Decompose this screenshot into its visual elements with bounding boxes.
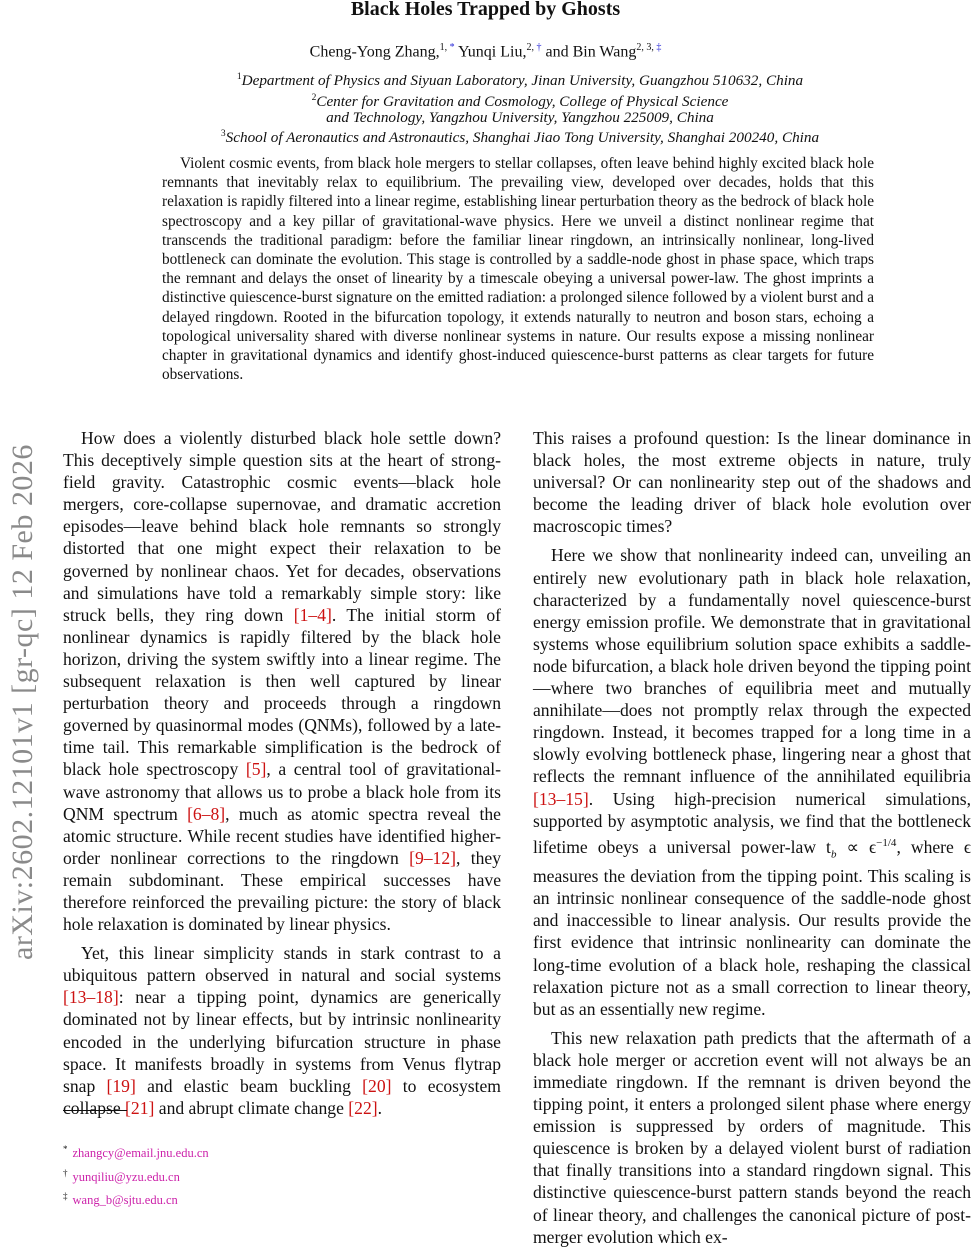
author-list <box>0 42 971 61</box>
citation-link[interactable]: [5] <box>245 759 267 780</box>
email-link[interactable]: yunqiliu@yzu.edu.cn <box>72 1169 180 1184</box>
body-text: , a central tool of gravitational-wave astronomy that allows us to probe a black hole from its QNM spectrum <box>63 759 501 824</box>
body-paragraph: This raises a profound question: Is the linear dominance in black holes, the most extreme objects in nature, truly universal? Or can nonlinearity step out of the shadows and become the leading driver of black hole evolution over macroscopic times? <box>533 428 971 537</box>
citation-link[interactable]: [9–12] <box>409 847 457 868</box>
math-superscript: −1/4 <box>876 836 897 849</box>
footnote <box>63 1187 209 1211</box>
affiliation-text: Center for Gravitation and Cosmology, College of Physical Science <box>316 93 729 111</box>
body-paragraph <box>63 427 501 935</box>
affiliation-sup: 3 <box>220 129 226 139</box>
abstract-text: Violent cosmic events, from black hole mergers to stellar collapses, often leave behind highly excited black hole remnants that inevitably relax to equilibrium. The prevailing view, developed over decades, holds that this relaxation is rapidly filtered into a linear regime, establishing linear perturbation theory as the bedrock of black hole spectroscopy and a key pillar of gravitational-wave physics. Here we unveil a distinct nonlinear regime that transcends the traditional paradigm: before the familiar linear ringdown, an intrinsically nonlinear, long-lived bottleneck can dominate the evolution. This stage is controlled by a saddle-node ghost in phase space, which traps the remnant and delays the onset of linearity by a timescale obeying a universal power-law. The ghost imprints a distinctive quiescence-burst signature on the emitted radiation: a prolonged silence followed by a violent burst and a delayed ringdown. Rooted in the bifurcation topology, it extends naturally to neutron and boson stars, echoing a topological universality shared with diverse nonlinear systems in nature. Our results expose a missing nonlinear chapter in gravitational dynamics and identify ghost-induced quiescence-burst patterns as clear targets for future observations. <box>162 155 874 384</box>
author-affil-sup: 2, 3, <box>636 42 657 53</box>
abstract <box>162 154 874 384</box>
footnote <box>63 1164 209 1188</box>
citation-link[interactable]: [6–8] <box>187 803 226 824</box>
citation-link[interactable]: [22] <box>348 1097 378 1118</box>
affiliation-text: and Technology, Yangzhou University, Yangzhou 225009, China <box>326 109 714 126</box>
citation-link[interactable]: [13–15] <box>533 788 589 809</box>
author-mark-link[interactable]: * <box>449 42 455 53</box>
citation-link[interactable]: [19] <box>106 1075 136 1096</box>
author-name: and Bin Wang <box>545 43 637 61</box>
author-affil-sup: 2, <box>526 42 537 53</box>
body-paragraph <box>533 544 971 1019</box>
arxiv-stamp[interactable]: arXiv:2602.12101v1 [gr-qc] 12 Feb 2026 <box>6 444 39 960</box>
email-link[interactable]: wang_b@sjtu.edu.cn <box>72 1193 178 1208</box>
body-text: , much as atomic spectra reveal the atomic structure. While recent studies have identified higher-order nonlinear corrections to the ringdown <box>63 803 501 868</box>
body-text: . The initial storm of nonlinear dynamics is rapidly filtered by the black hole horizon, driving the system swiftly into a linear regime. The subsequent relaxation is then well captured by linear perturbation theory and proceeds through a ringdown governed by quasinormal modes (QNMs), followed by a late-time tail. This remarkable simplification is the bedrock of black hole spectroscopy <box>63 604 502 780</box>
body-text: , where ϵ measures the deviation from the tipping point. This scaling is an intrinsic nonlinear consequence of the saddle-node ghost and inaccessible to linear analysis. Our results provide the first evidence that intrinsic nonlinearity can dominate the long-time evolution of a black hole, reshaping the classical relaxation picture not as a small correction to linear theory, but as an essentially new regime. <box>533 836 971 1019</box>
author-affil-sup: 1, <box>439 42 450 53</box>
footnotes <box>63 1140 209 1211</box>
body-text: . <box>377 1097 383 1118</box>
affiliation-sup: 2 <box>311 93 317 103</box>
body-paragraph: This new relaxation path predicts that the aftermath of a black hole merger or accretion event will not always be an immediate ringdown. If the remnant is driven beyond the tipping point, it enters a prolonged silent phase where energy emission is suppressed by orders of magnitude. This quiescence is broken by a delayed violent burst of radiation that finally transitions into a standard ringdown signal. This distinctive quiescence-burst pattern stands beyond the reach of linear theory, and challenges the canonical picture of post-merger evolution which ex- <box>533 1027 971 1247</box>
body-text: Here we show that nonlinearity indeed can, unveiling an entirely new evolutionary path in black hole relaxation, characterized by a fundamentally novel quiescence-burst energy emission profile. We demonstrate that in gravitational systems whose equilibrium solution space exhibits a saddle-node bifurcation, a black hole driven beyond the tipping point—where two branches of equilibria meet and mutually annihilate—does not promptly relax through the expected ringdown. Instead, it becomes trapped for a long time in a slowly evolving bottleneck phase, lingering near a ghost that reflects the remnant influence of the annihilated equilibria <box>533 545 971 787</box>
body-text: : near a tipping point, dynamics are generically dominated not by linear effects, but by intrinsic nonlinearity encoded in the underlying bifurcation structure in phase space. It manifests broadly in systems from Venus flytrap snap <box>63 987 501 1096</box>
affiliation-text: School of Aeronautics and Astronautics, Shanghai Jiao Tong University, Shanghai 200240, China <box>225 129 820 147</box>
paper-title: Black Holes Trapped by Ghosts <box>350 0 621 20</box>
footnote <box>63 1140 209 1164</box>
left-column <box>63 427 501 1126</box>
affiliation-text: Department of Physics and Siyuan Laboratory, Jinan University, Guangzhou 510632, China <box>241 72 804 90</box>
footnote-rule <box>63 1110 127 1111</box>
citation-link[interactable]: [13–18] <box>63 987 119 1008</box>
math-subscript: b <box>830 848 837 861</box>
body-text: and elastic beam buckling <box>135 1075 363 1096</box>
body-text: and abrupt climate change <box>154 1097 349 1118</box>
body-text: . Using high-precision numerical simulations, supported by asymptotic analysis, we find that the bottleneck lifetime obeys a universal power-law t <box>533 788 971 857</box>
math-text: ∝ ϵ <box>836 836 877 857</box>
affiliation-sup: 1 <box>236 72 242 82</box>
author-mark-link[interactable]: † <box>536 42 542 53</box>
citation-link[interactable]: [1–4] <box>293 604 332 625</box>
author-mark-link[interactable]: ‡ <box>656 42 662 53</box>
author-name: Cheng-Yong Zhang, <box>309 43 440 61</box>
affiliation <box>0 124 971 148</box>
body-text: , they remain subdominant. These empirical successes have therefore reinforced the prevailing picture: the story of black hole relaxation is dominated by linear physics. <box>63 847 501 935</box>
citation-link[interactable]: [21] <box>125 1097 155 1118</box>
email-link[interactable]: zhangcy@email.jnu.edu.cn <box>72 1146 209 1161</box>
footnote-mark: † <box>63 1167 68 1178</box>
body-text: How does a violently disturbed black hole settle down? This deceptively simple question sits at the heart of strong-field gravity. Catastrophic cosmic events—black hole mergers, core-collapse supernovae, and dramatic accretion episodes—leave behind black hole remnants so strongly distorted that one might expect their relaxation to be governed by nonlinear chaos. Yet for decades, observations and simulations have told a remarkably simple story: like struck bells, they ring down <box>63 428 501 625</box>
body-paragraph <box>63 942 501 1119</box>
citation-link[interactable]: [20] <box>362 1075 392 1096</box>
body-text: Yet, this linear simplicity stands in stark contrast to a ubiquitous pattern observed in natural and social systems <box>63 943 501 986</box>
footnote-mark: ‡ <box>63 1191 68 1202</box>
body-text: to ecosystem collapse <box>63 1075 501 1118</box>
right-column <box>533 427 971 1255</box>
footnote-mark: * <box>63 1144 68 1154</box>
author-name: Yunqi Liu, <box>458 43 527 61</box>
